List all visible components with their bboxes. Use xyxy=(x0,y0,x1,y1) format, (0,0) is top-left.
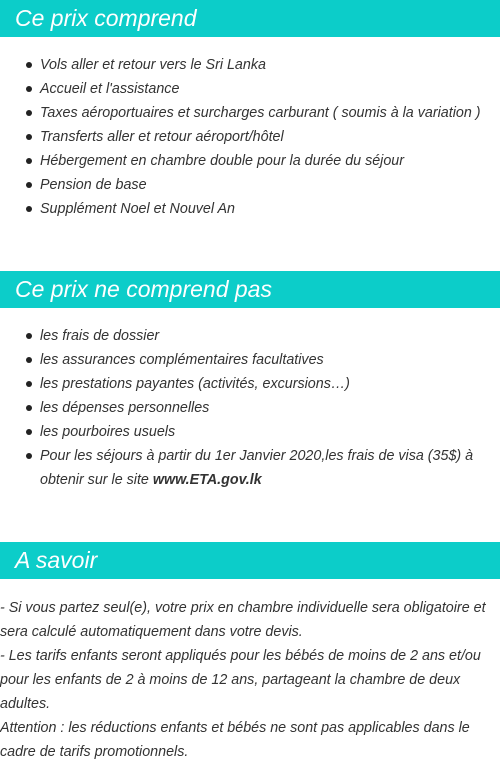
list-item: Accueil et l'assistance xyxy=(0,77,500,101)
bullet-icon xyxy=(26,357,32,363)
bullet-icon xyxy=(26,453,32,459)
list-item-visa: Pour les séjours à partir du 1er Janvier 2020,les frais de visa (35$) à obtenir sur le site www.ETA.gov.lk xyxy=(0,444,500,492)
note-paragraph: - Les tarifs enfants seront appliqués pour les bébés de moins de 2 ans et/ou pour les enfants de 2 à moins de 12 ans, partageant la chambre de deux adultes. xyxy=(0,648,481,712)
list-item: Supplément Noel et Nouvel An xyxy=(0,197,500,221)
list-item: Vols aller et retour vers le Sri Lanka xyxy=(0,53,500,77)
bullet-icon xyxy=(26,381,32,387)
list-item: les frais de dossier xyxy=(0,324,500,348)
list-item: Hébergement en chambre double pour la durée du séjour xyxy=(0,149,500,173)
bullet-icon xyxy=(26,333,32,339)
list-item: les prestations payantes (activités, excursions…) xyxy=(0,372,500,396)
section-ne-comprend-pas xyxy=(0,271,500,492)
note-paragraph: - Si vous partez seul(e), votre prix en chambre individuelle sera obligatoire et sera calculé automatiquement dans votre devis. xyxy=(0,600,486,640)
bullet-icon xyxy=(26,110,32,116)
notes xyxy=(0,596,500,764)
bullet-icon xyxy=(26,62,32,68)
list-item: Taxes aéroportuaires et surcharges carburant ( soumis à la variation ) xyxy=(0,101,500,125)
section-title-ne-comprend-pas: Ce prix ne comprend pas xyxy=(0,271,500,308)
bullet-icon xyxy=(26,405,32,411)
included-list xyxy=(0,53,500,221)
excluded-list xyxy=(0,324,500,492)
list-item: les pourboires usuels xyxy=(0,420,500,444)
list-item: Transferts aller et retour aéroport/hôtel xyxy=(0,125,500,149)
bullet-icon xyxy=(26,86,32,92)
section-comprend xyxy=(0,0,500,221)
section-title-comprend: Ce prix comprend xyxy=(0,0,500,37)
bullet-icon xyxy=(26,158,32,164)
section-a-savoir xyxy=(0,542,500,764)
section-title-a-savoir: A savoir xyxy=(0,542,500,579)
list-item: Pension de base xyxy=(0,173,500,197)
eta-site-link[interactable]: www.ETA.gov.lk xyxy=(152,472,262,488)
bullet-icon xyxy=(26,206,32,212)
list-item: les assurances complémentaires facultatives xyxy=(0,348,500,372)
list-item: les dépenses personnelles xyxy=(0,396,500,420)
bullet-icon xyxy=(26,182,32,188)
bullet-icon xyxy=(26,134,32,140)
bullet-icon xyxy=(26,429,32,435)
note-paragraph: Attention : les réductions enfants et bébés ne sont pas applicables dans le cadre de tarifs promotionnels. xyxy=(0,720,470,760)
